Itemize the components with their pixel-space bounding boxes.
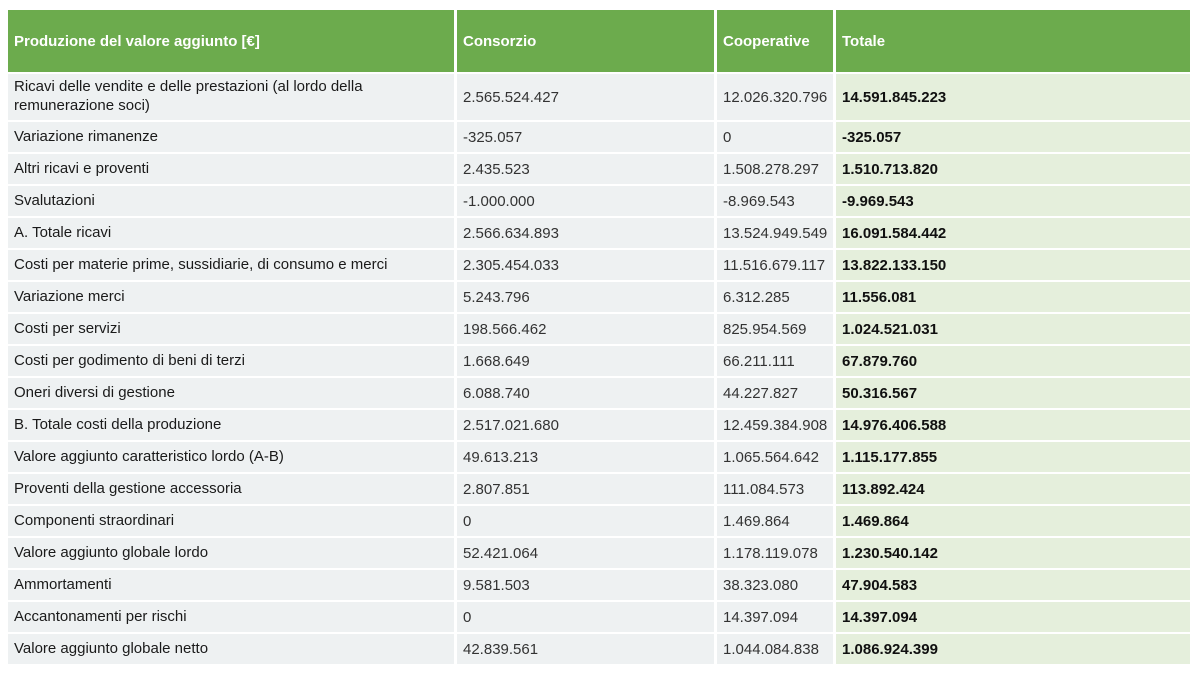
cooperative-cell: 1.044.084.838 [717,634,833,664]
cooperative-cell: 1.178.119.078 [717,538,833,568]
consorzio-cell: 2.565.524.427 [457,74,714,120]
row-label-cell: Costi per materie prime, sussidiarie, di consumo e merci [8,250,454,280]
cooperative-cell: 12.459.384.908 [717,410,833,440]
value-added-production-table [8,10,1190,664]
header-cooperative: Cooperative [717,10,833,72]
totale-cell: 1.115.177.855 [836,442,1190,472]
cooperative-cell: 14.397.094 [717,602,833,632]
consorzio-cell: 52.421.064 [457,538,714,568]
header-totale: Totale [836,10,1190,72]
totale-cell: 13.822.133.150 [836,250,1190,280]
totale-cell: 1.086.924.399 [836,634,1190,664]
totale-cell: 11.556.081 [836,282,1190,312]
totale-cell: 1.469.864 [836,506,1190,536]
totale-cell: 14.591.845.223 [836,74,1190,120]
row-label-cell: Costi per servizi [8,314,454,344]
row-label-cell: Svalutazioni [8,186,454,216]
row-label-cell: A. Totale ricavi [8,218,454,248]
totale-cell: 14.397.094 [836,602,1190,632]
consorzio-cell: 2.807.851 [457,474,714,504]
row-label-cell: Altri ricavi e proventi [8,154,454,184]
consorzio-cell: -325.057 [457,122,714,152]
cooperative-cell: 66.211.111 [717,346,833,376]
cooperative-cell: 111.084.573 [717,474,833,504]
consorzio-cell: -1.000.000 [457,186,714,216]
consorzio-cell: 5.243.796 [457,282,714,312]
totale-cell: 16.091.584.442 [836,218,1190,248]
totale-cell: 14.976.406.588 [836,410,1190,440]
row-label-cell: Variazione merci [8,282,454,312]
totale-cell: 1.510.713.820 [836,154,1190,184]
row-label-cell: Ricavi delle vendite e delle prestazioni (al lordo della remunerazione soci) [8,74,454,120]
consorzio-cell: 2.435.523 [457,154,714,184]
totale-cell: 50.316.567 [836,378,1190,408]
consorzio-cell: 2.566.634.893 [457,218,714,248]
row-label-cell: Valore aggiunto globale lordo [8,538,454,568]
row-label-cell: Oneri diversi di gestione [8,378,454,408]
consorzio-cell: 198.566.462 [457,314,714,344]
cooperative-cell: 1.469.864 [717,506,833,536]
cooperative-cell: 38.323.080 [717,570,833,600]
row-label-cell: Costi per godimento di beni di terzi [8,346,454,376]
consorzio-cell: 9.581.503 [457,570,714,600]
row-label-cell: Valore aggiunto globale netto [8,634,454,664]
consorzio-cell: 42.839.561 [457,634,714,664]
totale-cell: 113.892.424 [836,474,1190,504]
consorzio-cell: 0 [457,602,714,632]
cooperative-cell: 6.312.285 [717,282,833,312]
consorzio-cell: 0 [457,506,714,536]
table-grid [8,10,1190,664]
cooperative-cell: -8.969.543 [717,186,833,216]
consorzio-cell: 1.668.649 [457,346,714,376]
row-label-cell: Ammortamenti [8,570,454,600]
row-label-cell: Valore aggiunto caratteristico lordo (A-B) [8,442,454,472]
totale-cell: -9.969.543 [836,186,1190,216]
consorzio-cell: 2.517.021.680 [457,410,714,440]
cooperative-cell: 11.516.679.117 [717,250,833,280]
cooperative-cell: 44.227.827 [717,378,833,408]
cooperative-cell: 12.026.320.796 [717,74,833,120]
cooperative-cell: 825.954.569 [717,314,833,344]
header-produzione: Produzione del valore aggiunto [€] [8,10,454,72]
cooperative-cell: 13.524.949.549 [717,218,833,248]
cooperative-cell: 1.065.564.642 [717,442,833,472]
row-label-cell: Proventi della gestione accessoria [8,474,454,504]
totale-cell: 1.230.540.142 [836,538,1190,568]
totale-cell: 47.904.583 [836,570,1190,600]
header-consorzio: Consorzio [457,10,714,72]
row-label-cell: Accantonamenti per rischi [8,602,454,632]
consorzio-cell: 49.613.213 [457,442,714,472]
totale-cell: 67.879.760 [836,346,1190,376]
row-label-cell: Componenti straordinari [8,506,454,536]
consorzio-cell: 2.305.454.033 [457,250,714,280]
cooperative-cell: 0 [717,122,833,152]
totale-cell: -325.057 [836,122,1190,152]
cooperative-cell: 1.508.278.297 [717,154,833,184]
row-label-cell: B. Totale costi della produzione [8,410,454,440]
totale-cell: 1.024.521.031 [836,314,1190,344]
row-label-cell: Variazione rimanenze [8,122,454,152]
consorzio-cell: 6.088.740 [457,378,714,408]
